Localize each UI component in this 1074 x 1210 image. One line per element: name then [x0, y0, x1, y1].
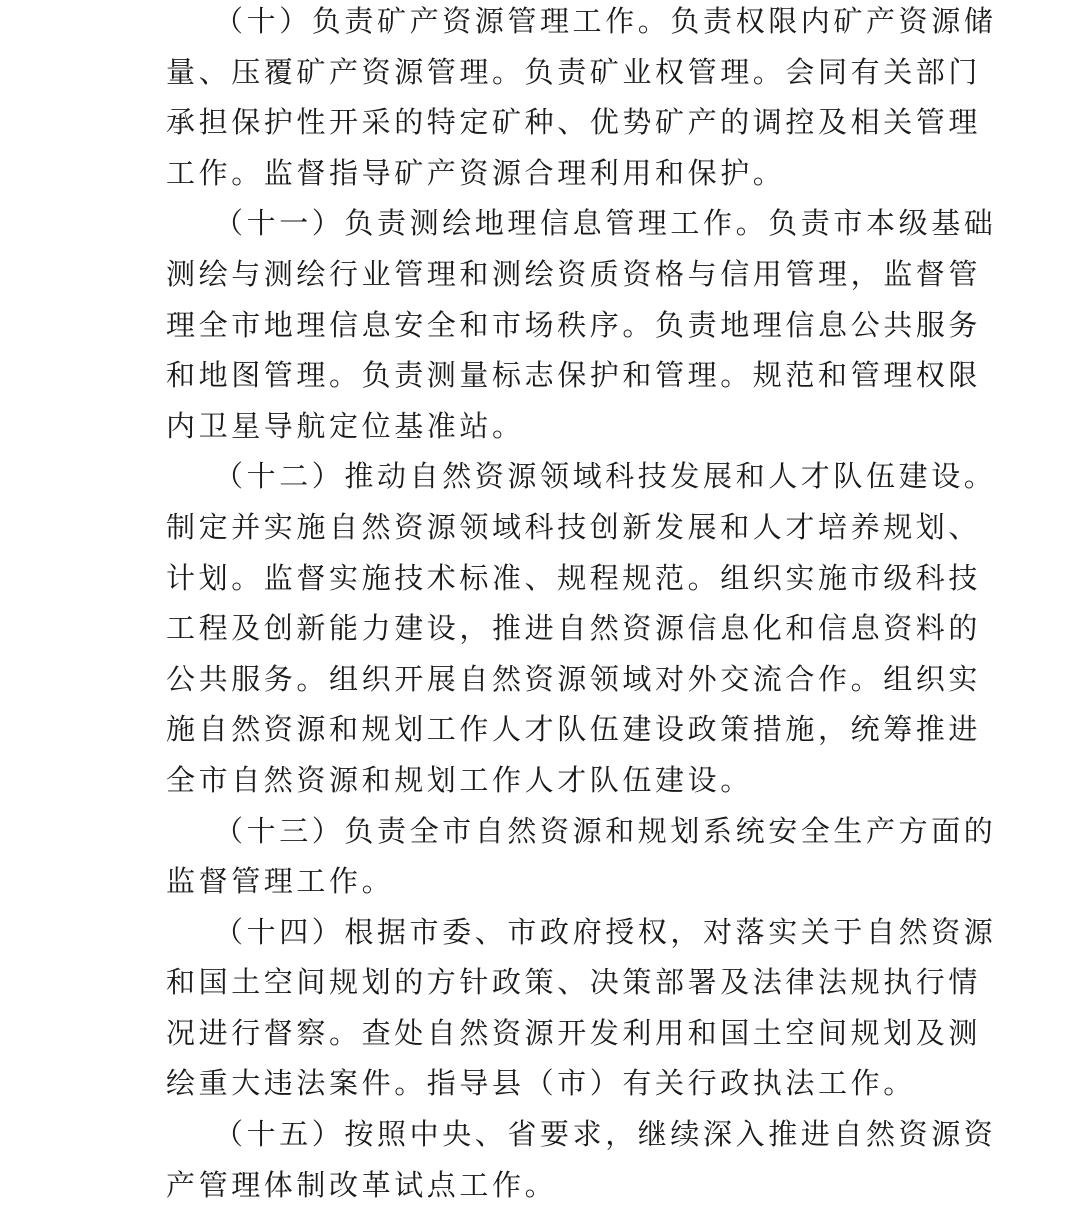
paragraph-11 — [166, 198, 997, 451]
paragraph-line: 工程及创新能力建设，推进自然资源信息化和信息资料的 — [166, 611, 982, 646]
paragraph-13 — [166, 806, 997, 907]
paragraph-line: 全市自然资源和规划工作人才队伍建设。 — [166, 762, 753, 797]
paragraph-line: 施自然资源和规划工作人才队伍建设政策措施，统筹推进 — [166, 712, 982, 747]
paragraph-line: 理全市地理信息安全和市场秩序。负责地理信息公共服务 — [166, 307, 982, 342]
paragraph-line: 和地图管理。负责测量标志保护和管理。规范和管理权限 — [166, 358, 982, 393]
paragraph-10 — [166, 0, 997, 198]
paragraph-14 — [166, 907, 997, 1109]
paragraph-line: 和国土空间规划的方针政策、决策部署及法律法规执行情 — [166, 965, 982, 1000]
paragraph-line: 监督管理工作。 — [166, 864, 395, 899]
paragraph-line: （十三）负责全市自然资源和规划系统安全生产方面的 — [214, 813, 997, 848]
paragraph-line: 承担保护性开采的特定矿种、优势矿产的调控及相关管理 — [166, 105, 982, 140]
paragraph-line: 绘重大违法案件。指导县（市）有关行政执法工作。 — [166, 1066, 916, 1101]
paragraph-line: （十）负责矿产资源管理工作。负责权限内矿产资源储 — [214, 4, 997, 38]
paragraph-line: 制定并实施自然资源领域科技创新发展和人才培养规划、 — [166, 509, 982, 544]
paragraph-line: （十一）负责测绘地理信息管理工作。负责市本级基础 — [214, 206, 997, 241]
paragraph-line: 工作。监督指导矿产资源合理利用和保护。 — [166, 155, 786, 190]
paragraph-line: 内卫星导航定位基准站。 — [166, 408, 525, 443]
paragraph-line: 计划。监督实施技术标准、规程规范。组织实施市级科技 — [166, 560, 982, 595]
paragraph-12 — [166, 451, 997, 805]
paragraph-15 — [166, 1109, 997, 1210]
paragraph-line: 公共服务。组织开展自然资源领域对外交流合作。组织实 — [166, 661, 982, 696]
document-body — [166, 0, 997, 1210]
paragraph-line: （十二）推动自然资源领域科技发展和人才队伍建设。 — [214, 459, 997, 494]
paragraph-line: （十四）根据市委、市政府授权，对落实关于自然资源 — [214, 914, 997, 949]
paragraph-line: （十五）按照中央、省要求，继续深入推进自然资源资 — [214, 1117, 997, 1152]
paragraph-line: 产管理体制改革试点工作。 — [166, 1167, 558, 1202]
paragraph-line: 测绘与测绘行业管理和测绘资质资格与信用管理，监督管 — [166, 256, 982, 291]
paragraph-line: 况进行督察。查处自然资源开发利用和国土空间规划及测 — [166, 1015, 982, 1050]
paragraph-line: 量、压覆矿产资源管理。负责矿业权管理。会同有关部门 — [166, 54, 982, 89]
